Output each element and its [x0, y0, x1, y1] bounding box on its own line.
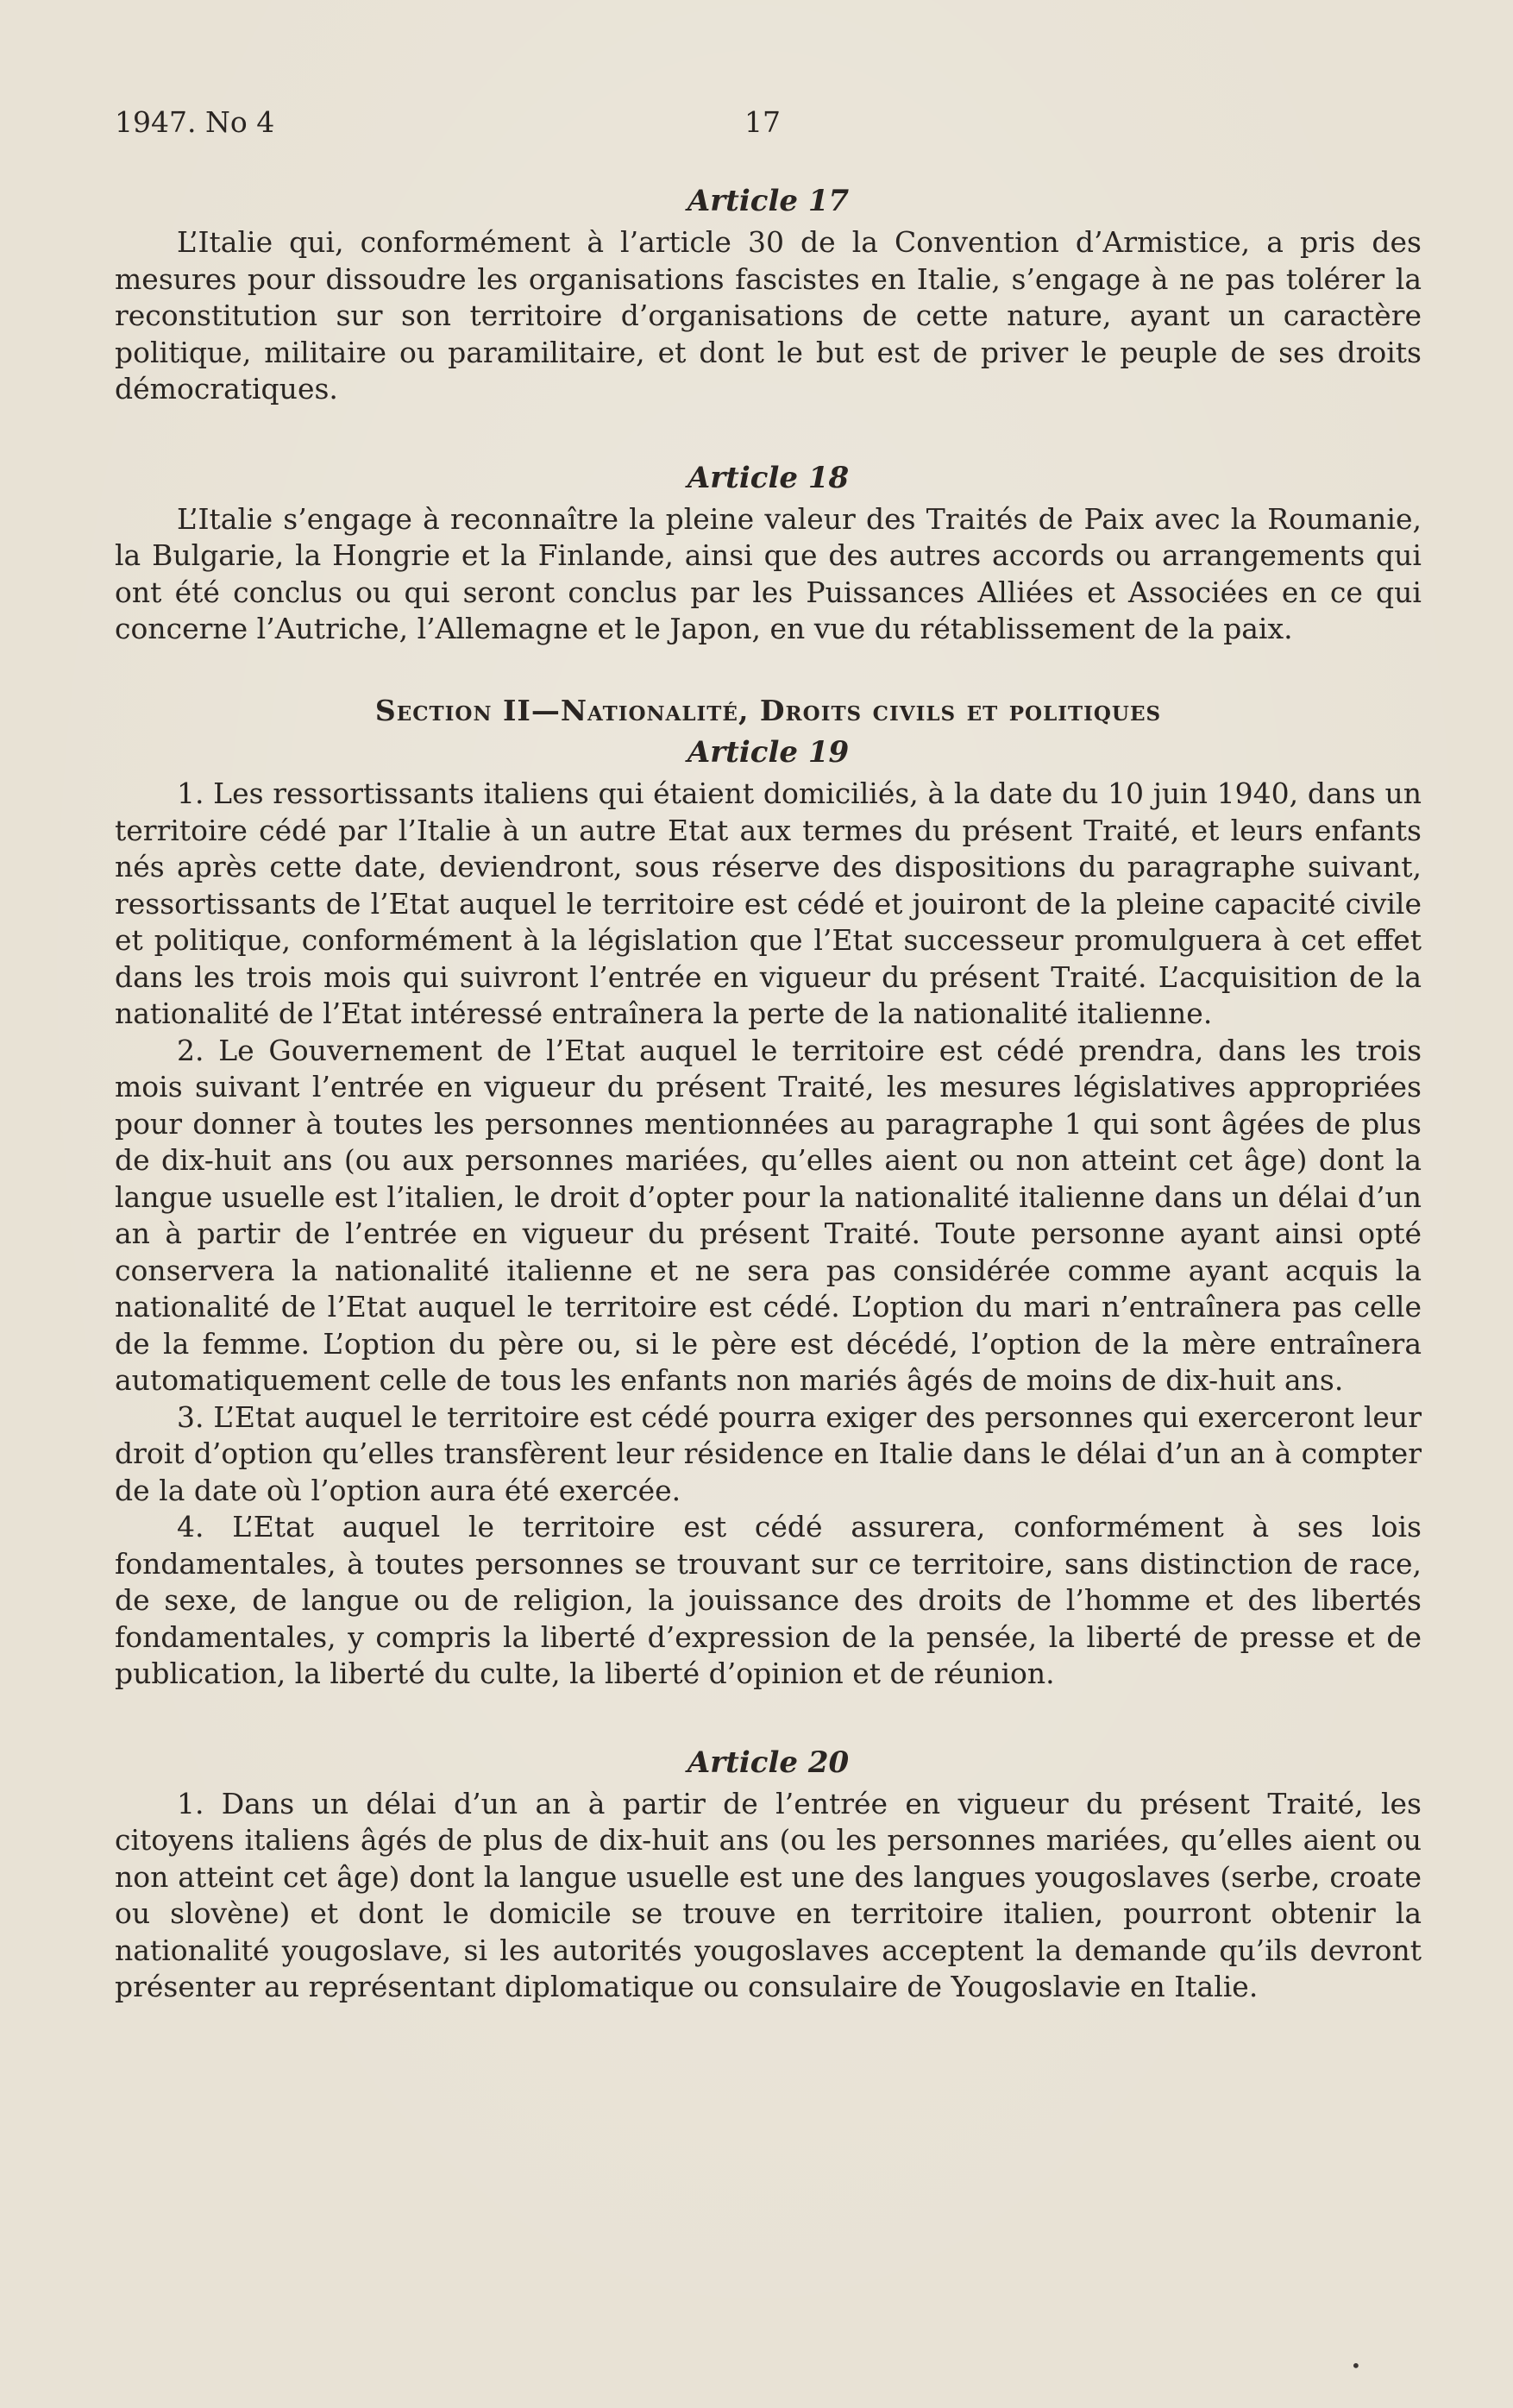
ink-blot-mark: • — [1351, 2355, 1361, 2376]
article-19-paragraph-2: 2. Le Gouvernement de l’Etat auquel le territoire est cédé prendra, dans les trois mois suivant l’entrée en vigueur du présent Traité, les mesures législatives appropriées pour donner à toutes les personnes mentionnées au paragraphe 1 qui sont âgées de plus de dix-huit ans (ou aux personnes mariées, qu’elles aient ou non atteint cet âge) dont la langue usuelle est l’italien, le droit d’opter pour la nationalité italienne dans un délai d’un an à partir de l’entrée en vigueur du présent Traité. Toute personne ayant ainsi opté conservera la nationalité italienne et ne sera pas considérée comme ayant acquis la nationalité de l’Etat auquel le territoire est cédé. L’option du mari n’entraînera pas celle de la femme. L’option du père ou, si le père est décédé, l’option de la mère entraînera automatiquement celle de tous les enfants non mariés âgés de moins de dix-huit ans. — [115, 1033, 1422, 1397]
article-19-paragraph-1: 1. Les ressortissants italiens qui étaient domiciliés, à la date du 10 juin 1940, dans un territoire cédé par l’Italie à un autre Etat aux termes du présent Traité, et leurs enfants nés après cette date, deviendront, sous réserve des dispositions du paragraphe suivant, ressortissants de l’Etat auquel le territoire est cédé et jouiront de la pleine capacité civile et politique, conformément à la législation que l’Etat successeur promulguera à cet effet dans les trois mois qui suivront l’entrée en vigueur du présent Traité. L’acquisition de la nationalité de l’Etat intéressé entraînera la perte de la nationalité italienne. — [115, 776, 1422, 1030]
article-19-title: Article 19 — [687, 735, 850, 770]
page-number: 17 — [744, 105, 781, 139]
article-19-paragraph-3: 3. L’Etat auquel le territoire est cédé pourra exiger des personnes qui exerceront leur droit d’option qu’elles transfèrent leur résidence en Italie dans le délai d’un an à compter de la date où l’option aura été exercée. — [115, 1399, 1422, 1507]
article-17-text: L’Italie qui, conformément à l’article 30 de la Convention d’Armistice, a pris des mesures pour dissoudre les organisations fascistes en Italie, s’engage à ne pas tolérer la reconstitution sur son territoire d’organisations de cette nature, ayant un caractère politique, militaire ou paramilitaire, et dont le but est de priver le peuple de ses droits démocratiques. — [115, 225, 1422, 406]
article-18-text: L’Italie s’engage à reconnaître la pleine valeur des Traités de Paix avec la Roumanie, la Bulgarie, la Hongrie et la Finlande, ainsi que des autres accords ou arrangements qui ont été conclus ou qui seront conclus par les Puissances Alliées et Associées en ce qui concerne l’Autriche, l’Allemagne et le Japon, en vue du rétablissement de la paix. — [115, 501, 1422, 645]
article-20-title: Article 20 — [687, 1745, 850, 1780]
article-20-paragraph-1: 1. Dans un délai d’un an à partir de l’entrée en vigueur du présent Traité, les citoyens italiens âgés de plus de dix-huit ans (ou les personnes mariées, qu’elles aient ou non atteint cet âge) dont la langue usuelle est une des langues yougoslaves (serbe, croate ou slovène) et dont le domicile se trouve en territoire italien, pourront obtenir la nationalité yougoslave, si les autorités yougoslaves acceptent la demande qu’ils devront présenter au représentant diplomatique ou consulaire de Yougoslavie en Italie. — [115, 1786, 1422, 2003]
page-header — [115, 105, 1422, 147]
article-17-title: Article 17 — [687, 184, 850, 218]
article-18-title: Article 18 — [687, 460, 850, 495]
article-19-paragraph-4: 4. L’Etat auquel le territoire est cédé assurera, conformément à ses lois fondamentales, à toutes personnes se trouvant sur ce territoire, sans distinction de race, de sexe, de langue ou de religion, la jouissance des droits de l’homme et des libertés fondamentales, y compris la liberté d’expression de la pensée, la liberté de presse et de publication, la liberté du culte, la liberté d’opinion et de réunion. — [115, 1510, 1422, 1690]
page-content — [115, 181, 1422, 2006]
section-2-title: Section II—Nationalité, Droits civils et politiques — [374, 693, 1162, 727]
header-publication-number: 1947. No 4 — [115, 105, 275, 139]
